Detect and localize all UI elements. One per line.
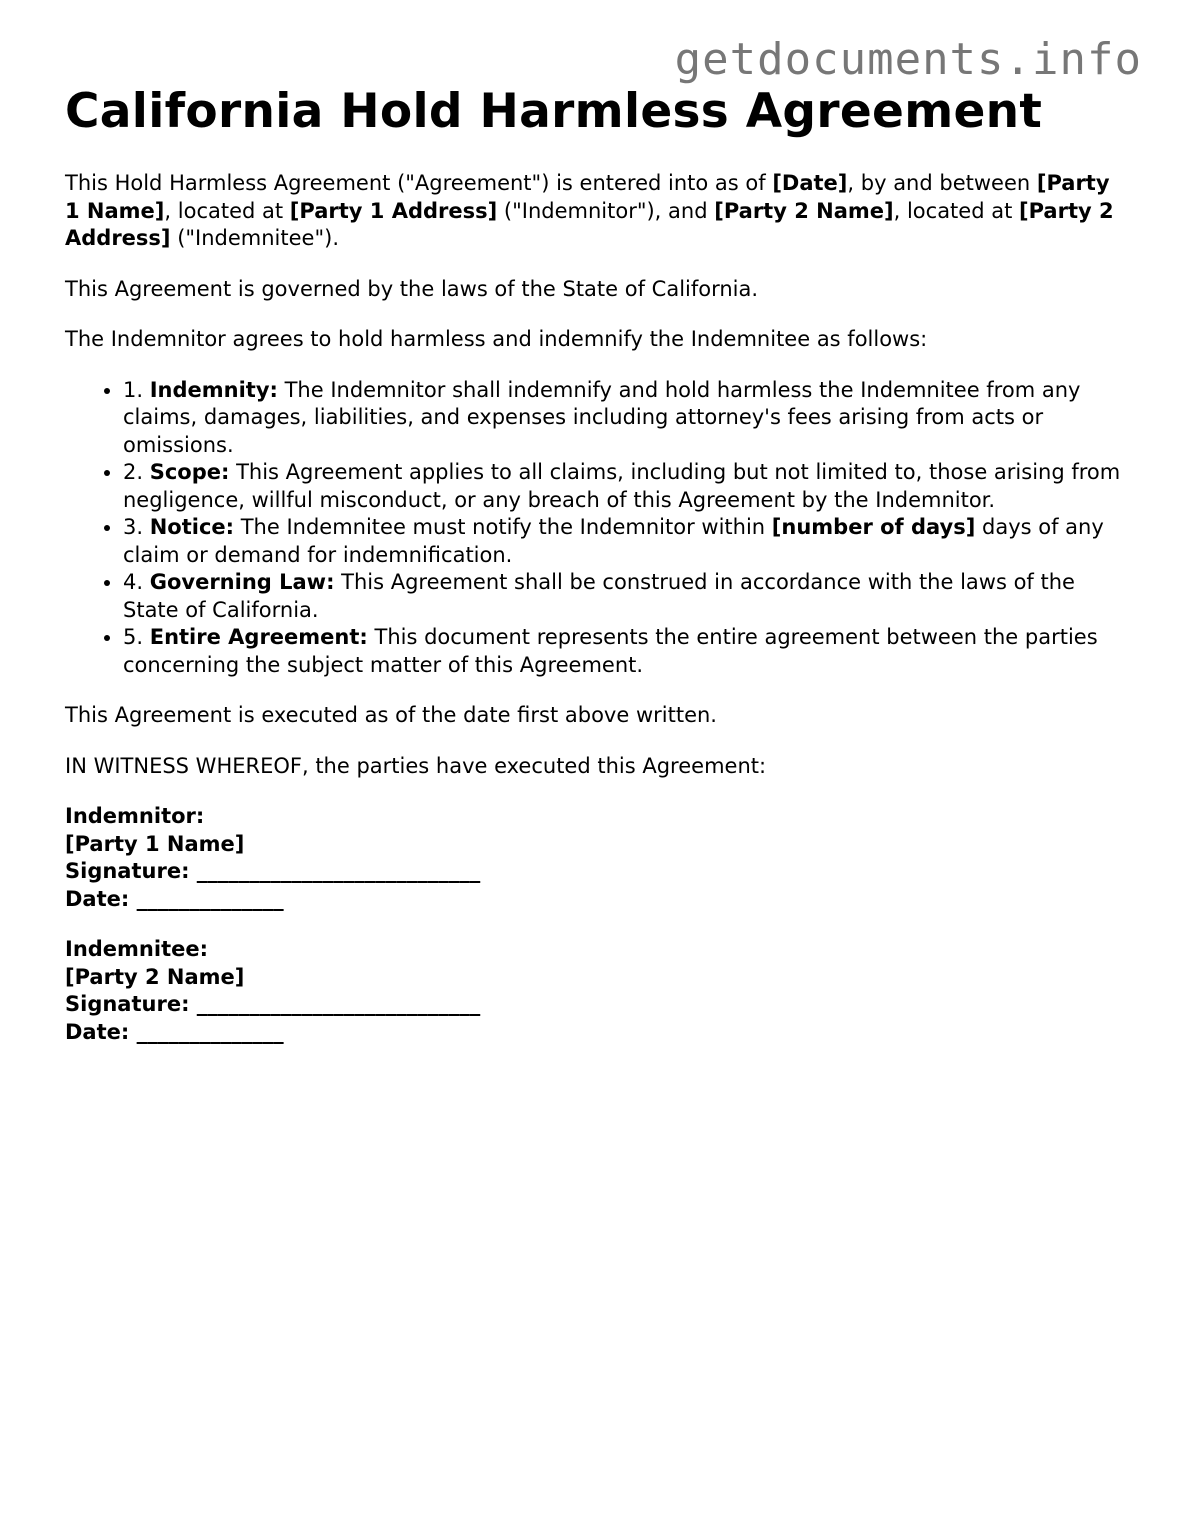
list-item-scope: • 2. Scope: This Agreement applies to all claims, including but not limited to, those arising from negligence, willful misconduct, or any breach of this Agreement by the Indemnitor. — [123, 459, 1125, 514]
intro-paragraph: This Hold Harmless Agreement ("Agreement") is entered into as of [Date], by and between [Party 1 Name], located at [Party 1 Address] ("Indemnitor"), and [Party 2 Name], located at [Party 2 Address] ("Indemnitee"). — [65, 171, 1114, 250]
document-title: California Hold Harmless Agreement — [65, 84, 1043, 139]
party1-name-placeholder: [Party 1 Name] — [65, 171, 1110, 223]
watermark-text: getdocuments.info — [674, 34, 1142, 85]
party2-name-placeholder: [Party 2 Name] — [714, 198, 894, 223]
party1-address-placeholder: [Party 1 Address] — [289, 198, 498, 223]
indemnitee-date-line: Date: ______________ — [65, 1019, 284, 1044]
indemnitee-signature-block — [65, 936, 1125, 1046]
list-item-indemnity: • 1. Indemnity: The Indemnitor shall indemnify and hold harmless the Indemnitee from any claims, damages, liabilities, and expenses including attorney's fees arising from acts or omissions. — [123, 377, 1125, 460]
terms-list — [65, 377, 1125, 680]
indemnitor-signature-line: Signature: ___________________________ — [65, 859, 481, 883]
list-item-notice: • 3. Notice: The Indemnitee must notify the Indemnitor within [number of days] days of any claim or demand for indemnification. — [123, 514, 1125, 569]
list-item-entire-agreement: • 5. Entire Agreement: This document represents the entire agreement between the parties concerning the subject matter of this Agreement. — [123, 624, 1125, 679]
date-placeholder: [Date] — [772, 171, 848, 195]
indemnitee-name: [Party 2 Name] — [65, 964, 245, 989]
indemnitor-label: Indemnitor: — [65, 804, 205, 828]
indemnitor-name: [Party 1 Name] — [65, 831, 245, 856]
indemnitee-signature-line: Signature: ___________________________ — [65, 992, 481, 1016]
indemnitee-label: Indemnitee: — [65, 937, 208, 961]
document-page — [65, 84, 1125, 1046]
party2-address-placeholder: [Party 2 Address] — [65, 198, 1114, 250]
days-placeholder: [number of days] — [771, 515, 976, 539]
executed-paragraph: This Agreement is executed as of the date first above written. — [65, 703, 717, 727]
agrees-paragraph: The Indemnitor agrees to hold harmless and indemnify the Indemnitee as follows: — [65, 327, 928, 351]
list-item-governing-law: • 4. Governing Law: This Agreement shall be construed in accordance with the laws of the State of California. — [123, 569, 1125, 624]
indemnitor-signature-block — [65, 803, 1125, 913]
governed-paragraph: This Agreement is governed by the laws of the State of California. — [65, 276, 759, 301]
indemnitor-date-line: Date: ______________ — [65, 886, 284, 911]
witness-paragraph: IN WITNESS WHEREOF, the parties have executed this Agreement: — [65, 753, 767, 778]
